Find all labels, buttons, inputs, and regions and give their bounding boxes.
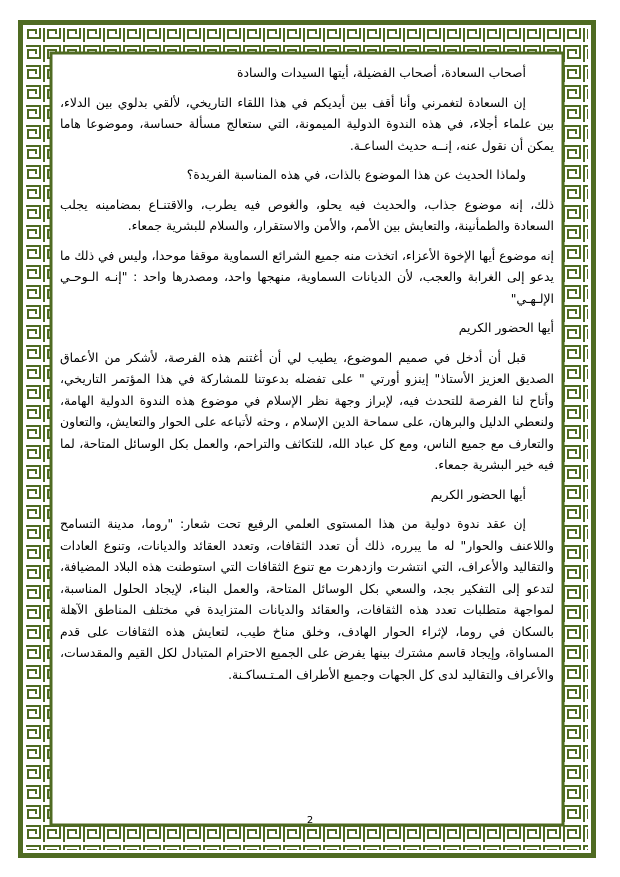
page-number: 2 bbox=[306, 815, 314, 826]
paragraph-question: ولماذا الحديث عن هذا الموضوع بالذات، في هذه المناسبة الفريدة؟ bbox=[186, 167, 526, 182]
paragraph-religions: إنه موضوع أيها الإخوة الأعزاء، اتخذت منه جميع الشرائع السماوية موقفا موحدا، وليس في ذلك ما يدعو إلى الغرابة والعجب، لأن الديانات السماوية، منهجها واحد، ومصدرها واحد : "إنـه الـوحـي الإلـهـي" bbox=[60, 247, 554, 306]
document-body bbox=[60, 62, 554, 822]
paragraph-answer: ذلك، إنه موضوع جذاب، والحديث فيه يحلو، والغوص فيه يطرب، والاقتنـاع بمضامينه يجلب السعادة والطمأنينة، والتعايش بين الأمم، والأمن والاستقرار، والسلام للبشرية جمعاء. bbox=[60, 196, 554, 233]
paragraph-greeting: أصحاب السعادة، أصحاب الفضيلة، أيتها السيدات والسادة bbox=[237, 65, 526, 80]
heading-audience-1: أيها الحضور الكريم bbox=[458, 320, 554, 335]
paragraph-rome: إن عقد ندوة دولية من هذا المستوى العلمي الرفيع تحت شعار: "روما، مدينة التسامح واللاعنف والحوار" له ما يبرره، ذلك أن تعدد الثقافات، وتعدد العقائد والديانات، وتنوع العادات والتقاليد والأعراف، التي انتشرت وازدهرت مع تنوع الثقافات التي استوطنت هذه البلاد المضيافة، لتدعو إلى التفكير بجد، والسعي بكل الوسائل المتاحة، والعمل البناء، لإيجاد الحلول المناسبة، لمواجهة متطلبات تعدد هذه الثقافات، والعقائد والديانات المتزايدة في مختلف المناطق الآهلة بالسكان في روما، لإثراء الحوار الهادف، وخلق مناخ طيب، لتعايش هذه الثقافات على قدم المساواة، وإيجاد قاسم مشترك بينها يفرض على الجميع الاحترام المتبادل لكل القيم والمقدسات، والأعراف والتقاليد لدى كل الجهات وجميع الأطراف المـتـساكـنة. bbox=[60, 516, 554, 682]
heading-audience-2: أيها الحضور الكريم bbox=[430, 486, 526, 502]
paragraph-intro: إن السعادة لتغمرني وأنا أقف بين أيديكم في هذا اللقاء التاريخي، لألقي بدلوي بين الدلاء، بين علماء أجلاء، في هذه الندوة الدولية الميمونة، التي ستعالج مسألة حساسة، وموضوعا هاما يمكن أن نقول عنه، إنــه حديث الساعـة. bbox=[60, 94, 554, 153]
paragraph-thanks: قبل أن أدخل في صميم الموضوع، يطيب لي أن أغتنم هذه الفرصة، لأشكر من الأعماق الصديق العزيز الأستاذ" إينزو أورتي " على تفضله بدعوتنا للمشاركة في هذا المؤتمر التاريخي، وأتاح لنا الفرصة للتحدث فيه، لإبراز وجهة نظر الإسلام في موضوع هذه الندوة الدولية الهامة، ولنعطي الدليل والبرهان، على سماحة الدين الإسلام ، وحثه لأتباعه على الحوار والتعايش، والتعاون والتعارف مع جميع الناس، ومع كل عباد الله، للتكاثف والتراحم، والعمل بكل الوسائل المتاحة، لما فيه خير البشرية جمعاء. bbox=[60, 349, 554, 472]
